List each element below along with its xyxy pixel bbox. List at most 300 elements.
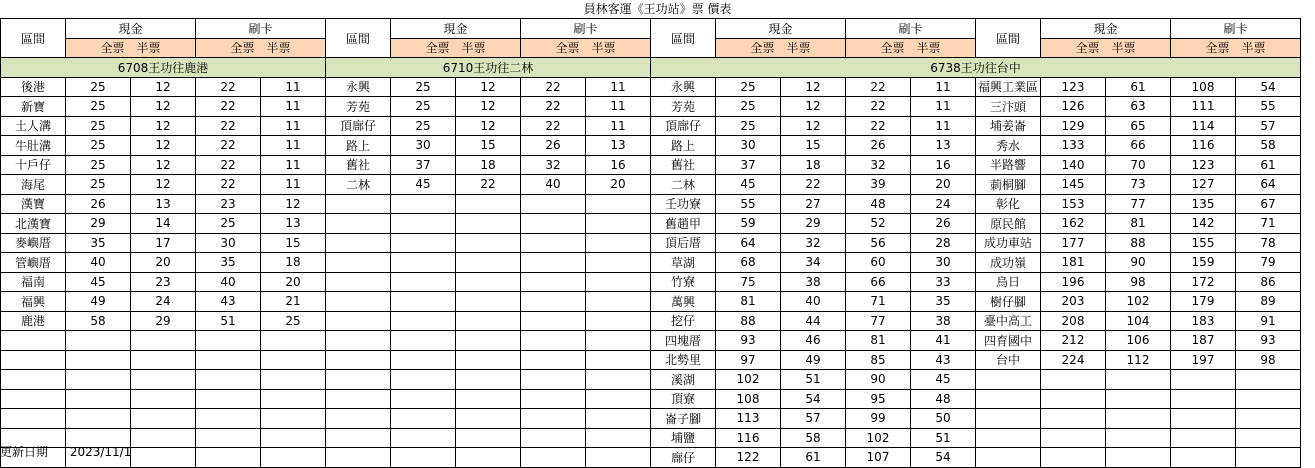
empty-cell: [456, 331, 521, 351]
stop-name: 烏日: [976, 272, 1041, 292]
stop-name: 北勢里: [651, 350, 716, 370]
cash-full-fare: 129: [1041, 116, 1106, 136]
cash-full-fare: 25: [66, 136, 131, 156]
stop-name: 臺中高工: [976, 311, 1041, 331]
cash-half-fare: 40: [781, 292, 846, 312]
empty-cell: [1236, 428, 1301, 448]
cash-full-fare: 113: [716, 409, 781, 429]
empty-cell: [326, 331, 391, 351]
table-row: [1, 370, 1301, 390]
cash-half-fare: 102: [1106, 292, 1171, 312]
empty-cell: [391, 409, 456, 429]
cash-half-fare: 12: [456, 77, 521, 97]
stop-name: 壬功寮: [651, 194, 716, 214]
card-half-fare: 38: [911, 311, 976, 331]
empty-cell: [196, 409, 261, 429]
stop-name: 莿桐腳: [976, 175, 1041, 195]
empty-cell: [1041, 448, 1106, 468]
empty-cell: [131, 409, 196, 429]
card-full-fare: 22: [846, 116, 911, 136]
stop-name: 後港: [1, 77, 66, 97]
empty-cell: [1106, 409, 1171, 429]
card-full-fare: 123: [1171, 155, 1236, 175]
cash-half-fare: 20: [131, 253, 196, 273]
cash-full-fare: 177: [1041, 233, 1106, 253]
empty-cell: [976, 409, 1041, 429]
empty-cell: [1171, 409, 1236, 429]
stop-name: 頂寮: [651, 389, 716, 409]
route-6738-banner: 6738王功往台中: [651, 58, 1301, 78]
cash-full-fare: 123: [1041, 77, 1106, 97]
card-half-fare: 13: [911, 136, 976, 156]
stop-name: 漢寶: [1, 194, 66, 214]
stop-name: 永興: [326, 77, 391, 97]
stop-name: 永興: [651, 77, 716, 97]
cash-half-fare: 23: [131, 272, 196, 292]
stop-name: 崙子腳: [651, 409, 716, 429]
empty-cell: [521, 448, 586, 468]
empty-cell: [391, 389, 456, 409]
table-row: [1, 77, 1301, 97]
empty-cell: [976, 428, 1041, 448]
empty-cell: [586, 194, 651, 214]
stop-name: 頂后厝: [651, 233, 716, 253]
stop-name: 二林: [651, 175, 716, 195]
card-full-fare: 71: [846, 292, 911, 312]
empty-cell: [1171, 389, 1236, 409]
empty-cell: [391, 194, 456, 214]
empty-cell: [521, 331, 586, 351]
card-header: 刷卡: [521, 19, 651, 39]
empty-cell: [326, 370, 391, 390]
card-half-fare: 11: [261, 175, 326, 195]
cash-half-fare: 17: [131, 233, 196, 253]
table-row: [1, 214, 1301, 234]
stop-name: 舊社: [651, 155, 716, 175]
cash-half-fare: 29: [781, 214, 846, 234]
cash-full-fare: 49: [66, 292, 131, 312]
empty-cell: [131, 448, 196, 468]
empty-cell: [521, 272, 586, 292]
empty-cell: [196, 389, 261, 409]
table-row: [1, 253, 1301, 273]
card-half-fare: 16: [911, 155, 976, 175]
empty-cell: [326, 409, 391, 429]
cash-half-fare: 13: [131, 194, 196, 214]
empty-cell: [521, 370, 586, 390]
cash-full-fare: 162: [1041, 214, 1106, 234]
cash-full-fare: 126: [1041, 97, 1106, 117]
card-full-fare: 26: [521, 136, 586, 156]
empty-cell: [326, 292, 391, 312]
table-row: [1, 233, 1301, 253]
empty-cell: [326, 389, 391, 409]
card-half-fare: 86: [1236, 272, 1301, 292]
stop-name: 成功車站: [976, 233, 1041, 253]
card-half-fare: 15: [261, 233, 326, 253]
empty-cell: [1106, 370, 1171, 390]
cash-full-fare: 75: [716, 272, 781, 292]
stop-name: 台中: [976, 350, 1041, 370]
update-footer: [0, 444, 131, 461]
cash-full-fare: 203: [1041, 292, 1106, 312]
card-full-fare: 77: [846, 311, 911, 331]
card-full-fare: 127: [1171, 175, 1236, 195]
cash-full-fare: 40: [66, 253, 131, 273]
cash-half-fare: 22: [456, 175, 521, 195]
cash-full-fare: 145: [1041, 175, 1106, 195]
empty-cell: [1106, 389, 1171, 409]
empty-cell: [976, 370, 1041, 390]
cash-full-fare: 64: [716, 233, 781, 253]
card-half-fare: 28: [911, 233, 976, 253]
empty-cell: [1, 409, 66, 429]
card-full-fare: 30: [196, 233, 261, 253]
card-half-fare: 20: [911, 175, 976, 195]
card-full-fare: 183: [1171, 311, 1236, 331]
cash-full-fare: 25: [716, 77, 781, 97]
empty-cell: [391, 350, 456, 370]
empty-cell: [326, 428, 391, 448]
empty-cell: [261, 428, 326, 448]
empty-cell: [66, 370, 131, 390]
cash-full-half-header: 全票 半票: [716, 38, 846, 58]
stop-name: 萬興: [651, 292, 716, 312]
empty-cell: [1236, 448, 1301, 468]
stop-name: 樹仔腳: [976, 292, 1041, 312]
cash-full-fare: 122: [716, 448, 781, 468]
cash-half-fare: 12: [781, 116, 846, 136]
card-full-fare: 39: [846, 175, 911, 195]
card-full-fare: 22: [196, 97, 261, 117]
card-full-fare: 43: [196, 292, 261, 312]
cash-full-fare: 26: [66, 194, 131, 214]
card-header: 刷卡: [846, 19, 976, 39]
cash-full-fare: 88: [716, 311, 781, 331]
cash-full-fare: 212: [1041, 331, 1106, 351]
empty-cell: [456, 292, 521, 312]
cash-half-fare: 88: [1106, 233, 1171, 253]
stop-name: 牛肚溝: [1, 136, 66, 156]
cash-full-fare: 37: [716, 155, 781, 175]
empty-cell: [1041, 370, 1106, 390]
empty-cell: [586, 311, 651, 331]
card-full-fare: 102: [846, 428, 911, 448]
stop-name: 芳苑: [651, 97, 716, 117]
empty-cell: [391, 292, 456, 312]
card-half-fare: 55: [1236, 97, 1301, 117]
cash-full-fare: 133: [1041, 136, 1106, 156]
table-row: [1, 389, 1301, 409]
cash-full-fare: 25: [716, 116, 781, 136]
card-half-fare: 11: [261, 155, 326, 175]
cash-full-fare: 45: [66, 272, 131, 292]
card-half-fare: 71: [1236, 214, 1301, 234]
cash-half-fare: 49: [781, 350, 846, 370]
empty-cell: [1106, 428, 1171, 448]
card-full-fare: 22: [846, 77, 911, 97]
card-half-fare: 58: [1236, 136, 1301, 156]
empty-cell: [521, 253, 586, 273]
card-half-fare: 11: [911, 116, 976, 136]
table-row: [1, 350, 1301, 370]
cash-half-fare: 15: [456, 136, 521, 156]
empty-cell: [1, 389, 66, 409]
empty-cell: [456, 311, 521, 331]
card-full-fare: 23: [196, 194, 261, 214]
empty-cell: [586, 350, 651, 370]
cash-half-fare: 12: [781, 77, 846, 97]
card-half-fare: 24: [911, 194, 976, 214]
card-half-fare: 13: [261, 214, 326, 234]
cash-half-fare: 15: [781, 136, 846, 156]
empty-cell: [521, 292, 586, 312]
empty-cell: [66, 389, 131, 409]
stop-name: 管嶼厝: [1, 253, 66, 273]
card-full-fare: 197: [1171, 350, 1236, 370]
empty-cell: [1, 370, 66, 390]
empty-cell: [1106, 448, 1171, 468]
cash-half-fare: 24: [131, 292, 196, 312]
cash-half-fare: 12: [131, 136, 196, 156]
card-half-fare: 45: [911, 370, 976, 390]
empty-cell: [196, 350, 261, 370]
update-date: 2023/11/1: [69, 445, 132, 459]
stop-name: 挖仔: [651, 311, 716, 331]
cash-full-fare: 25: [391, 116, 456, 136]
cash-full-fare: 102: [716, 370, 781, 390]
cash-full-fare: 45: [391, 175, 456, 195]
cash-full-half-header: 全票 半票: [66, 38, 196, 58]
empty-cell: [391, 331, 456, 351]
card-half-fare: 25: [261, 311, 326, 331]
card-full-fare: 114: [1171, 116, 1236, 136]
cash-half-fare: 18: [781, 155, 846, 175]
cash-full-fare: 81: [716, 292, 781, 312]
card-full-fare: 179: [1171, 292, 1236, 312]
stop-name: 成功嶺: [976, 253, 1041, 273]
empty-cell: [391, 370, 456, 390]
empty-cell: [261, 409, 326, 429]
update-label: 更新日期: [0, 445, 49, 459]
card-half-fare: 13: [586, 136, 651, 156]
card-full-fare: 66: [846, 272, 911, 292]
cash-full-fare: 208: [1041, 311, 1106, 331]
empty-cell: [586, 253, 651, 273]
card-full-fare: 22: [196, 136, 261, 156]
cash-full-half-header: 全票 半票: [1041, 38, 1171, 58]
card-full-fare: 107: [846, 448, 911, 468]
empty-cell: [196, 370, 261, 390]
cash-header: 現金: [716, 19, 846, 39]
card-header: 刷卡: [1171, 19, 1301, 39]
card-half-fare: 11: [261, 116, 326, 136]
stop-name: 草湖: [651, 253, 716, 273]
card-full-fare: 187: [1171, 331, 1236, 351]
card-full-fare: 40: [196, 272, 261, 292]
cash-half-fare: 12: [131, 97, 196, 117]
empty-cell: [1, 350, 66, 370]
empty-cell: [1171, 428, 1236, 448]
cash-full-fare: 35: [66, 233, 131, 253]
empty-cell: [521, 350, 586, 370]
empty-cell: [326, 214, 391, 234]
card-half-fare: 78: [1236, 233, 1301, 253]
card-half-fare: 20: [586, 175, 651, 195]
card-full-half-header: 全票 半票: [196, 38, 326, 58]
cash-half-fare: 98: [1106, 272, 1171, 292]
table-row: [1, 311, 1301, 331]
cash-full-fare: 37: [391, 155, 456, 175]
cash-half-fare: 12: [131, 155, 196, 175]
card-half-fare: 33: [911, 272, 976, 292]
cash-full-fare: 25: [66, 77, 131, 97]
stop-name: 福興: [1, 292, 66, 312]
card-half-fare: 93: [1236, 331, 1301, 351]
route-6710-banner: 6710王功往二林: [326, 58, 651, 78]
stop-name: 溪湖: [651, 370, 716, 390]
cash-half-fare: 51: [781, 370, 846, 390]
card-half-fare: 30: [911, 253, 976, 273]
cash-full-fare: 29: [66, 214, 131, 234]
card-full-fare: 22: [521, 116, 586, 136]
empty-cell: [326, 448, 391, 468]
empty-cell: [261, 448, 326, 468]
card-half-fare: 91: [1236, 311, 1301, 331]
stop-name: 芳苑: [326, 97, 391, 117]
card-full-fare: 111: [1171, 97, 1236, 117]
stop-name: 四塊厝: [651, 331, 716, 351]
empty-cell: [66, 409, 131, 429]
stop-name: 鹿港: [1, 311, 66, 331]
empty-cell: [391, 448, 456, 468]
cash-full-fare: 59: [716, 214, 781, 234]
cash-half-fare: 104: [1106, 311, 1171, 331]
empty-cell: [131, 428, 196, 448]
card-half-fare: 89: [1236, 292, 1301, 312]
card-half-fare: 41: [911, 331, 976, 351]
card-half-fare: 11: [586, 116, 651, 136]
card-full-fare: 135: [1171, 194, 1236, 214]
card-full-fare: 95: [846, 389, 911, 409]
cash-full-fare: 25: [716, 97, 781, 117]
stop-name: 舊社: [326, 155, 391, 175]
empty-cell: [1171, 370, 1236, 390]
empty-cell: [66, 331, 131, 351]
empty-cell: [196, 428, 261, 448]
empty-cell: [391, 253, 456, 273]
route-6708-banner: 6708王功往鹿港: [1, 58, 326, 78]
cash-half-fare: 63: [1106, 97, 1171, 117]
card-full-fare: 56: [846, 233, 911, 253]
card-full-fare: 60: [846, 253, 911, 273]
cash-full-fare: 224: [1041, 350, 1106, 370]
table-row: [1, 292, 1301, 312]
card-full-fare: 40: [521, 175, 586, 195]
cash-full-fare: 25: [66, 116, 131, 136]
empty-cell: [586, 233, 651, 253]
empty-cell: [391, 214, 456, 234]
cash-half-fare: 65: [1106, 116, 1171, 136]
empty-cell: [326, 194, 391, 214]
cash-full-fare: 97: [716, 350, 781, 370]
cash-full-fare: 45: [716, 175, 781, 195]
empty-cell: [521, 233, 586, 253]
card-full-fare: 22: [196, 155, 261, 175]
stop-name: 彰化: [976, 194, 1041, 214]
empty-cell: [391, 272, 456, 292]
empty-cell: [1236, 409, 1301, 429]
cash-half-fare: 29: [131, 311, 196, 331]
empty-cell: [326, 272, 391, 292]
cash-full-fare: 25: [66, 155, 131, 175]
card-half-fare: 11: [586, 97, 651, 117]
card-full-fare: 32: [846, 155, 911, 175]
table-row: [1, 194, 1301, 214]
card-half-fare: 21: [261, 292, 326, 312]
cash-full-fare: 108: [716, 389, 781, 409]
cash-full-fare: 68: [716, 253, 781, 273]
stop-name: 埔鹽: [651, 428, 716, 448]
empty-cell: [66, 350, 131, 370]
card-full-fare: 32: [521, 155, 586, 175]
card-half-fare: 61: [1236, 155, 1301, 175]
empty-cell: [131, 331, 196, 351]
card-half-fare: 11: [261, 77, 326, 97]
empty-cell: [456, 370, 521, 390]
card-half-fare: 67: [1236, 194, 1301, 214]
empty-cell: [586, 331, 651, 351]
stop-name: 新寶: [1, 97, 66, 117]
card-full-fare: 22: [521, 77, 586, 97]
cash-full-fare: 93: [716, 331, 781, 351]
cash-full-fare: 140: [1041, 155, 1106, 175]
empty-cell: [521, 311, 586, 331]
fare-table: [0, 18, 1301, 468]
cash-half-fare: 44: [781, 311, 846, 331]
stop-name: 北漢寶: [1, 214, 66, 234]
section-header: 區間: [976, 19, 1041, 58]
empty-cell: [586, 292, 651, 312]
empty-cell: [456, 350, 521, 370]
card-full-fare: 35: [196, 253, 261, 273]
empty-cell: [456, 214, 521, 234]
stop-name: 海尾: [1, 175, 66, 195]
stop-name: 路上: [326, 136, 391, 156]
card-full-fare: 155: [1171, 233, 1236, 253]
cash-full-fare: 196: [1041, 272, 1106, 292]
table-row: [1, 155, 1301, 175]
empty-cell: [391, 311, 456, 331]
card-half-fare: 54: [1236, 77, 1301, 97]
card-full-fare: 142: [1171, 214, 1236, 234]
stop-name: 麥嶼厝: [1, 233, 66, 253]
card-half-fare: 43: [911, 350, 976, 370]
card-full-fare: 25: [196, 214, 261, 234]
cash-half-fare: 14: [131, 214, 196, 234]
cash-half-fare: 12: [781, 97, 846, 117]
card-full-fare: 81: [846, 331, 911, 351]
table-row: [1, 272, 1301, 292]
empty-cell: [1171, 448, 1236, 468]
stop-name: 原民館: [976, 214, 1041, 234]
empty-cell: [261, 389, 326, 409]
stop-name: 廍仔: [651, 448, 716, 468]
section-header: 區間: [651, 19, 716, 58]
card-half-fare: 50: [911, 409, 976, 429]
stop-name: 二林: [326, 175, 391, 195]
cash-full-fare: 25: [66, 175, 131, 195]
